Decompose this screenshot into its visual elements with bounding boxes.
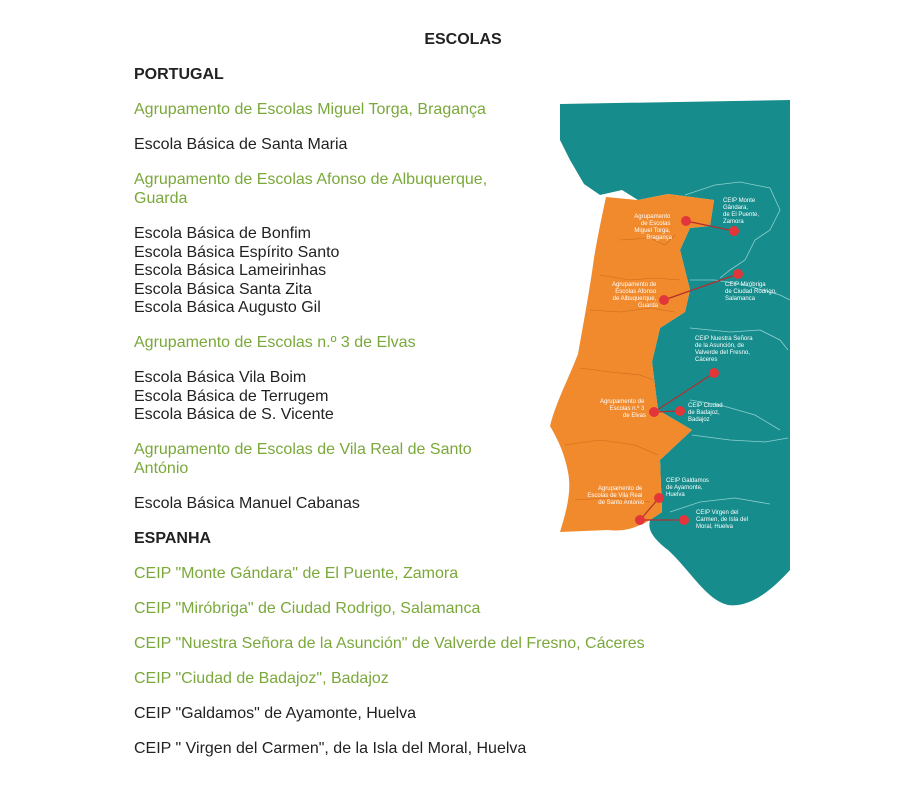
school-santa-zita: Escola Básica Santa Zita [134, 280, 312, 298]
school-espirito-santo: Escola Básica Espírito Santo [134, 243, 340, 261]
group-name-vila-real [134, 441, 472, 478]
school-bonfim: Escola Básica de Bonfim [134, 225, 311, 242]
school-dot [654, 493, 664, 503]
map-label-salamanca: CEIP Miróbriga de Ciudad Rodrigo, Salamanca [725, 282, 777, 302]
map-label-isla-moral: CEIP Virgen del Carmen, de Isla del Moral, Huelva [696, 510, 749, 530]
ceip-ciudad-badajoz: CEIP "Ciudad de Badajoz", Badajoz [134, 670, 389, 687]
group-name-vila-real-line2: António [134, 459, 189, 477]
ceip-galdamos: CEIP "Galdamos" de Ayamonte, Huelva [134, 705, 417, 722]
group-name-vila-real-line1: Agrupamento de Escolas de Vila Real de Santo [134, 441, 472, 458]
ceip-monte-gandara: CEIP "Monte Gándara" de El Puente, Zamora [134, 565, 459, 582]
school-dot [681, 216, 691, 226]
group-name-guarda [134, 171, 487, 208]
school-manuel-cabanas: Escola Básica Manuel Cabanas [134, 495, 360, 512]
school-santa-maria: Escola Básica de Santa Maria [134, 136, 348, 153]
school-dot [675, 406, 685, 416]
school-dot [659, 295, 669, 305]
school-dot [649, 407, 659, 417]
school-dot [709, 368, 719, 378]
heading-espanha: ESPANHA [134, 530, 212, 547]
ceip-nuestra-senora: CEIP "Nuestra Señora de la Asunción" de Valverde del Fresno, Cáceres [134, 635, 645, 652]
school-s-vicente: Escola Básica de S. Vicente [134, 406, 334, 423]
school-lameirinhas: Escola Básica Lameirinhas [134, 262, 327, 279]
group-name-braganca: Agrupamento de Escolas Miguel Torga, Bragança [134, 101, 486, 118]
school-dot [635, 515, 645, 525]
school-dot [733, 269, 743, 279]
map-label-badajoz: CEIP Ciudad de Badajoz, Badajoz [688, 403, 723, 423]
heading-portugal: PORTUGAL [134, 66, 224, 83]
map-label-ayamonte: CEIP Galdamos de Ayamonte, Huelva [666, 478, 709, 498]
iberia-map [540, 100, 792, 610]
map-label-guarda: Agrupamento de Escolas Afonso de Albuquerque, Guarda [611, 282, 658, 309]
group-name-guarda-line1: Agrupamento de Escolas Afonso de Albuquerque, [134, 171, 488, 188]
school-dot [679, 515, 689, 525]
map-label-vila-real: Agrupamento de Escolas de Vila Real de Santo António [587, 486, 644, 506]
group-name-elvas: Agrupamento de Escolas n.º 3 de Elvas [134, 334, 416, 351]
ceip-mirobriga: CEIP "Miróbriga" de Ciudad Rodrigo, Salamanca [134, 600, 481, 617]
map-label-zamora: CEIP Monte Gândara, de El Puente, Zamora [723, 198, 760, 225]
ceip-virgen-del-carmen: CEIP " Virgen del Carmen", de la Isla del Moral, Huelva [134, 740, 527, 757]
school-dot [729, 226, 739, 236]
map-label-elvas: Agrupamento de Escolas n.º 3 de Elvas [599, 399, 646, 419]
school-vila-boim: Escola Básica Vila Boim [134, 369, 307, 386]
school-augusto-gil: Escola Básica Augusto Gil [134, 299, 321, 316]
school-terrugem: Escola Básica de Terrugem [134, 387, 329, 405]
map-label-braganca: Agrupamento de Escolas Miguel Torga, Bragança [634, 214, 672, 241]
school-group-elvas [134, 369, 334, 425]
page-title: ESCOLAS [424, 31, 502, 48]
map-label-caceres: CEIP Nuestra Señora de la Asunción, de Valverde del Fresno, Cáceres [695, 336, 753, 363]
school-group-guarda [134, 225, 339, 318]
group-name-guarda-line2: Guarda [134, 189, 188, 207]
